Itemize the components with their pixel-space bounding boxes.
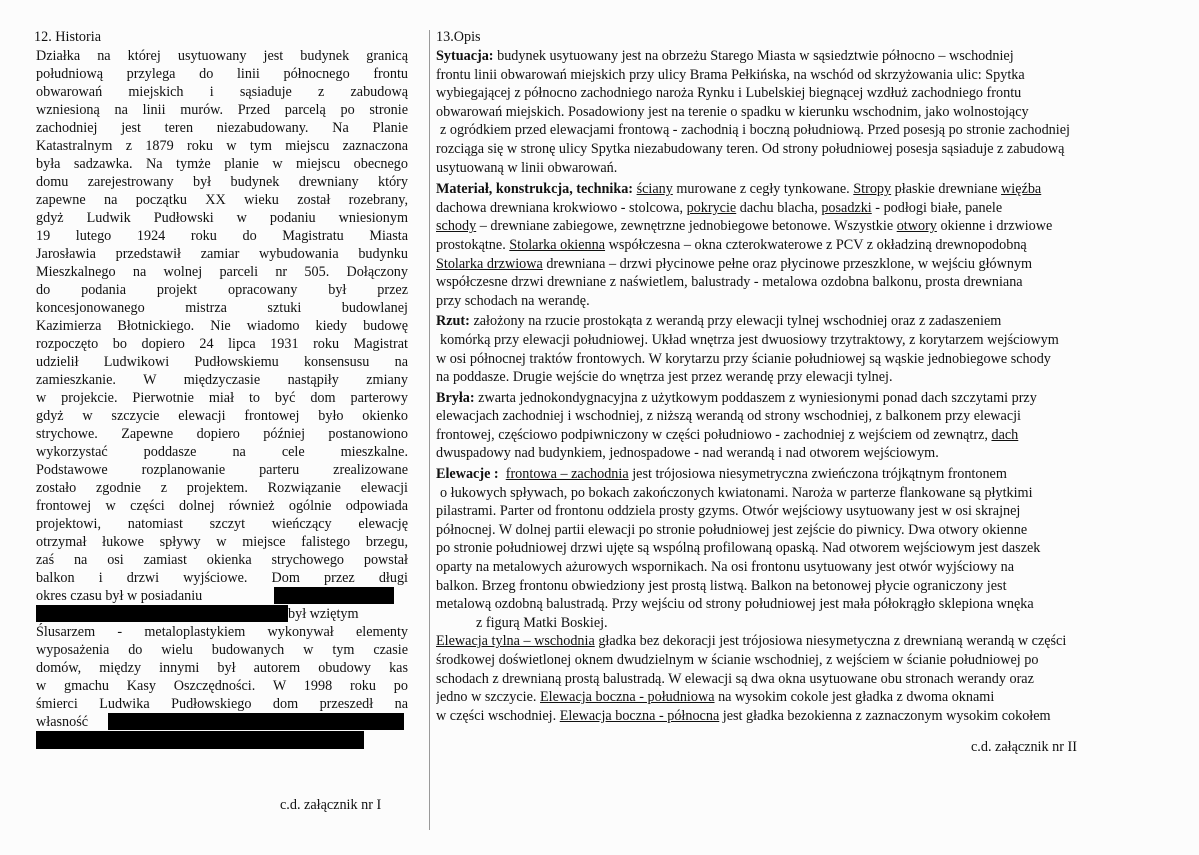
sytuacja-label: Sytuacja:: [436, 48, 494, 64]
elewacje-line: z figurą Matki Boskiej.: [476, 614, 608, 631]
rzut-line: [436, 312, 1199, 331]
bryla-term: dach: [991, 426, 1019, 443]
material-text: dachowa drewniana krokwiowo - stolcowa,: [436, 199, 687, 216]
rzut-line: komórką przy elewacji południowej. Układ wnętrza jest dwuosiowy trzytraktowy, z korytarzem wejściowym: [440, 331, 1059, 348]
redaction-bar: [274, 587, 394, 604]
material-term: otwory: [896, 218, 937, 235]
history-line: zaś na osi zamiast okienka strychowego powstał: [36, 552, 408, 568]
elewacja-tylna-text: gładka bez dekoracji jest trójosiowa niesymetyczna z drewnianą werandą w części: [594, 633, 1067, 650]
bryla-label: Bryła:: [436, 389, 475, 406]
elewacje-label: Elewacje :: [436, 466, 499, 483]
history-line: rozpoczęto bo dopiero 24 lipca 1931 roku Magistrat: [36, 336, 408, 352]
history-line: Ślusarzem - metaloplastykiem wykonywał elementy: [36, 624, 408, 640]
history-line: wzniesioną na linii murów. Przed parcelą po stronie: [36, 102, 408, 118]
bryla-line: dwuspadowy nad budynkiem, jednospadowe - nad werandą i nad otworem wejściowym.: [436, 445, 939, 462]
description-section: [436, 28, 1199, 725]
sytuacja-line: z ogródkiem przed elewacjami frontową - zachodnią i boczną południową. Przed posesją po stronie zachodniej: [440, 122, 1070, 139]
history-redacted-line: [36, 731, 408, 749]
history-line: [36, 605, 408, 623]
material-term: Stropy: [853, 181, 892, 198]
elewacje-line: metalową ozdobną balustradą. Przy wejściu od strony południowej jest mała półokrągło sklepiona wnęka: [436, 596, 1034, 613]
rzut-label: Rzut:: [436, 313, 470, 330]
rzut-line: w osi północnej traktów frontowych. W korytarzu przy ścianie południowej są wąskie jednobiegowe schody: [436, 350, 1051, 367]
history-line: frontowej w części dolnej również ogólnie odpowiada: [36, 498, 408, 514]
material-term: ściany: [636, 181, 673, 198]
history-line: do podania projekt opracowany był przez: [36, 282, 408, 298]
history-line: balkon i drzwi wyjściowe. Dom przez długi: [36, 570, 408, 586]
elewacja-polnocna-text: jest gładka bezokienna z zaznaczonym wysokim cokołem: [719, 707, 1051, 724]
history-heading: 12. Historia: [34, 29, 101, 45]
material-term: posadzki: [821, 199, 872, 216]
history-body: [36, 47, 408, 749]
bryla-line: [436, 426, 1199, 445]
elewacja-tylna-line: [436, 632, 1199, 651]
history-line: gdyż w szczycie elewacji frontowej było okienko: [36, 408, 408, 424]
elewacja-tylna-label: Elewacja tylna – wschodnia: [436, 633, 595, 650]
material-line: [436, 255, 1199, 274]
elewacje-text: jest trójosiowa niesymetryczna zwieńczona trójkątnym frontonem: [628, 466, 1007, 483]
elewacja-tylna-line: środkowej doświetlonej oknem dwudzielnym w ścianie wschodniej, z wejściem w ścianie południowej po: [436, 652, 1039, 668]
material-term: Stolarka drzwiowa: [436, 255, 543, 272]
history-line: strychowe. Zapewne dopiero później postanowiono: [36, 426, 408, 442]
history-line: domu zarejestrowany był budynek drewniany który: [36, 174, 408, 190]
material-line: [436, 217, 1199, 236]
elewacje-line: północnej. W dolnej partii elewacji po stronie południowej jest zejście do piwnicy. Dwa otwory okienne: [436, 521, 1028, 538]
history-line: Podstawowe rozplanowanie parteru zrealizowane: [36, 462, 408, 478]
elewacje-line: pilastrami. Parter od frontonu oddziela prosty gzyms. Otwór wejściowy usytuowany jest w osi skrajnej: [436, 503, 1021, 520]
history-line: Jarosławia przedstawił zamiar wybudowania budynku: [36, 246, 408, 262]
history-line: zostało zgodnie z projektem. Rozwiązanie elewacji: [36, 480, 408, 496]
sytuacja-line: [436, 47, 1199, 66]
elewacja-poludniowa-label: Elewacja boczna - południowa: [540, 689, 715, 706]
bryla-line: elewacjach zachodniej i wschodniej, z niższą werandą od strony wschodniej, z balkonem przy elewacji: [436, 408, 1021, 425]
sytuacja-line: obwarowań miejskich. Posadowiony jest na terenie o spadku w kierunku wschodnim, jako wolnostojący: [436, 103, 1029, 120]
history-line: wykorzystać poddasze na cele mieszkalne.: [36, 444, 408, 460]
redaction-bar: [36, 605, 288, 622]
history-line: obwarowań miejskich i sąsiaduje z zabudową: [36, 84, 408, 100]
history-line: domów, między innymi był autorem obudowy kas: [36, 660, 408, 676]
elewacje-line: oparty na metalowych ażurowych wspornikach. Na osi frontonu usytuowany jest otwór wyjściowy na: [436, 559, 1015, 576]
material-text: - podłogi białe, panele: [871, 199, 1003, 216]
material-term: Stolarka okienna: [509, 236, 606, 253]
history-line: w gmachu Kasy Oszczędności. W 1998 roku po: [36, 678, 408, 694]
description-heading: 13.Opis: [436, 29, 481, 45]
sytuacja-line: frontu linii obwarowań miejskich przy ulicy Brama Pełkińska, na wschód od skrzyżowania ulic: Spytka: [436, 66, 1025, 83]
elewacje-text: w części wschodniej.: [436, 707, 560, 724]
description-body: [436, 47, 1199, 725]
history-line: Działka na której usytuowany jest budynek granicą: [36, 48, 408, 64]
elewacje-line: balkon. Brzeg frontonu obwiedziony jest prostą listwą. Balkon na betonowej płycie ograniczony jest: [436, 577, 1007, 594]
redaction-bar: [108, 713, 404, 730]
history-line: zapewne na początku XX wieku został rozebrany,: [36, 192, 408, 208]
elewacje-line: o łukowych spływach, po bokach zakończonych kwiatonami. Naroża w parterze flankowane są płytkimi: [440, 484, 1033, 501]
elewacje-term: frontowa – zachodnia: [505, 466, 629, 483]
history-line: zachodniej jest teren niezabudowany. Na Planie: [36, 120, 408, 136]
material-text: płaskie drewniane: [891, 181, 1002, 198]
history-line: udzielił Ludwikowi Pudłowskiemu konsensusu na: [36, 354, 408, 370]
sytuacja-line: usytuowaną w linii obwarowań.: [436, 159, 618, 176]
material-term: pokrycie: [686, 199, 737, 216]
history-line: śmierci Ludwika Pudłowskiego dom przeszedł na: [36, 696, 408, 712]
history-line-text: okres czasu był w posiadaniu: [36, 588, 203, 604]
material-text: – drewniane zabiegowe, zewnętrzne jednobiegowe betonowe. Wszystkie: [476, 218, 897, 235]
rzut-text: założony na rzucie prostokąta z werandą przy elewacji tylnej wschodniej oraz z zadaszeniem: [473, 313, 1002, 330]
bryla-text: zwarta jednokondygnacyjna z użytkowym poddaszem z wyniesionymi ponad dach szczytami przy: [478, 389, 1037, 406]
right-footer: c.d. załącznik nr II: [971, 739, 1077, 755]
history-section: [36, 28, 408, 749]
history-line: wyposażenia do wielu budowanych w tym czasie: [36, 642, 408, 658]
material-line: [436, 180, 1199, 199]
history-line: otrzymał łukowe spływy w miejsce falistego brzegu,: [36, 534, 408, 550]
bryla-text: frontowej, częściowo podpiwniczony w części południowo - zachodniej z wejściem od zewnątrz,: [436, 426, 992, 443]
rzut-line: na poddasze. Drugie wejście do wnętrza jest przez werandę przy elewacji tylnej.: [436, 369, 893, 386]
material-line: współczesne drzwi drewniane z naświetlem, balustrady - metalowa ozdobna balkonu, prosta drewniana: [436, 274, 1023, 291]
elewacje-text: jedno w szczycie.: [436, 689, 540, 706]
material-line: [436, 236, 1199, 255]
material-text: dachu blacha,: [736, 199, 822, 216]
elewacja-boczna-line: [436, 688, 1199, 707]
history-line-text: był wziętym: [288, 606, 359, 622]
history-line: południową przylega do linii północnego frontu: [36, 66, 408, 82]
history-line: Katastralnym z 1879 roku w tym miejscu zaznaczona: [36, 138, 408, 154]
history-line: Mieszkalnego na wolnej parceli nr 505. Dołączony: [36, 264, 408, 280]
elewacja-boczna-line: [436, 707, 1199, 726]
history-line: [36, 587, 408, 605]
material-text: prostokątne.: [436, 236, 510, 253]
history-line: była sadzawka. Na tymże planie w miejscu obecnego: [36, 156, 408, 172]
history-line: koncesjonowanego mistrza sztuki budowlanej: [36, 300, 408, 316]
material-label: Materiał, konstrukcja, technika:: [436, 181, 634, 198]
material-text: współczesna – okna czterokwaterowe z PCV z okładziną drewnopodobną: [605, 236, 1027, 253]
material-text: murowane z cegły tynkowane.: [672, 181, 854, 198]
column-divider: [429, 30, 430, 830]
elewacje-line: [436, 465, 1199, 484]
elewacje-line: po stronie południowej drzwi ujęte są wspólną profilowaną opaską. Nad otworem wejściowym jest daszek: [436, 540, 1041, 557]
history-line-text: własność: [36, 714, 89, 730]
sytuacja-text: budynek usytuowany jest na obrzeżu Starego Miasta w sąsiedztwie północno – wschodniej: [497, 48, 1014, 64]
bryla-line: [436, 389, 1199, 408]
history-line: gdyż Ludwik Pudłowski w podaniu wniesionym: [36, 210, 408, 226]
sytuacja-line: wybiegającej z północno zachodniego naroża Rynku i Lubelskiej biegnącej wzdłuż zachodniego frontu: [436, 85, 1022, 102]
material-term: schody: [436, 218, 477, 235]
elewacja-polnocna-label: Elewacja boczna - północna: [559, 707, 720, 724]
history-line: projektowi, natomiast szczyt wieńczący elewację: [36, 516, 408, 532]
elewacja-poludniowa-text: na wysokim cokole jest gładka z dwoma oknami: [714, 689, 995, 706]
history-line: zamieszkanie. W międzyczasie nastąpiły zmiany: [36, 372, 408, 388]
history-line: w projekcie. Pierwotnie miał to być dom parterowy: [36, 390, 408, 406]
material-term: więźba: [1001, 181, 1042, 198]
material-text: okienne i drzwiowe: [936, 218, 1053, 235]
history-line: [36, 713, 408, 731]
elewacja-tylna-line: schodach z drewnianą prostą balustradą. W elewacji są dwa okna usytuowane obu stronach werandy oraz: [436, 670, 1034, 687]
left-footer: c.d. załącznik nr I: [280, 797, 382, 813]
history-line: 19 lutego 1924 roku do Magistratu Miasta: [36, 228, 408, 244]
redaction-bar: [36, 731, 364, 749]
history-line: Kazimierza Błotnickiego. Nie wiadomo kiedy budowę: [36, 318, 408, 334]
material-text: drewniana – drzwi płycinowe pełne oraz płycinowe przeszklone, w wejściu głównym: [542, 255, 1033, 272]
material-line: [436, 199, 1199, 218]
sytuacja-line: rozciąga się w stronę ulicy Spytka niezabudowany teren. Od strony południowej posesja sąsiaduje z zabudową: [436, 140, 1065, 157]
material-line: przy schodach na werandę.: [436, 292, 590, 309]
